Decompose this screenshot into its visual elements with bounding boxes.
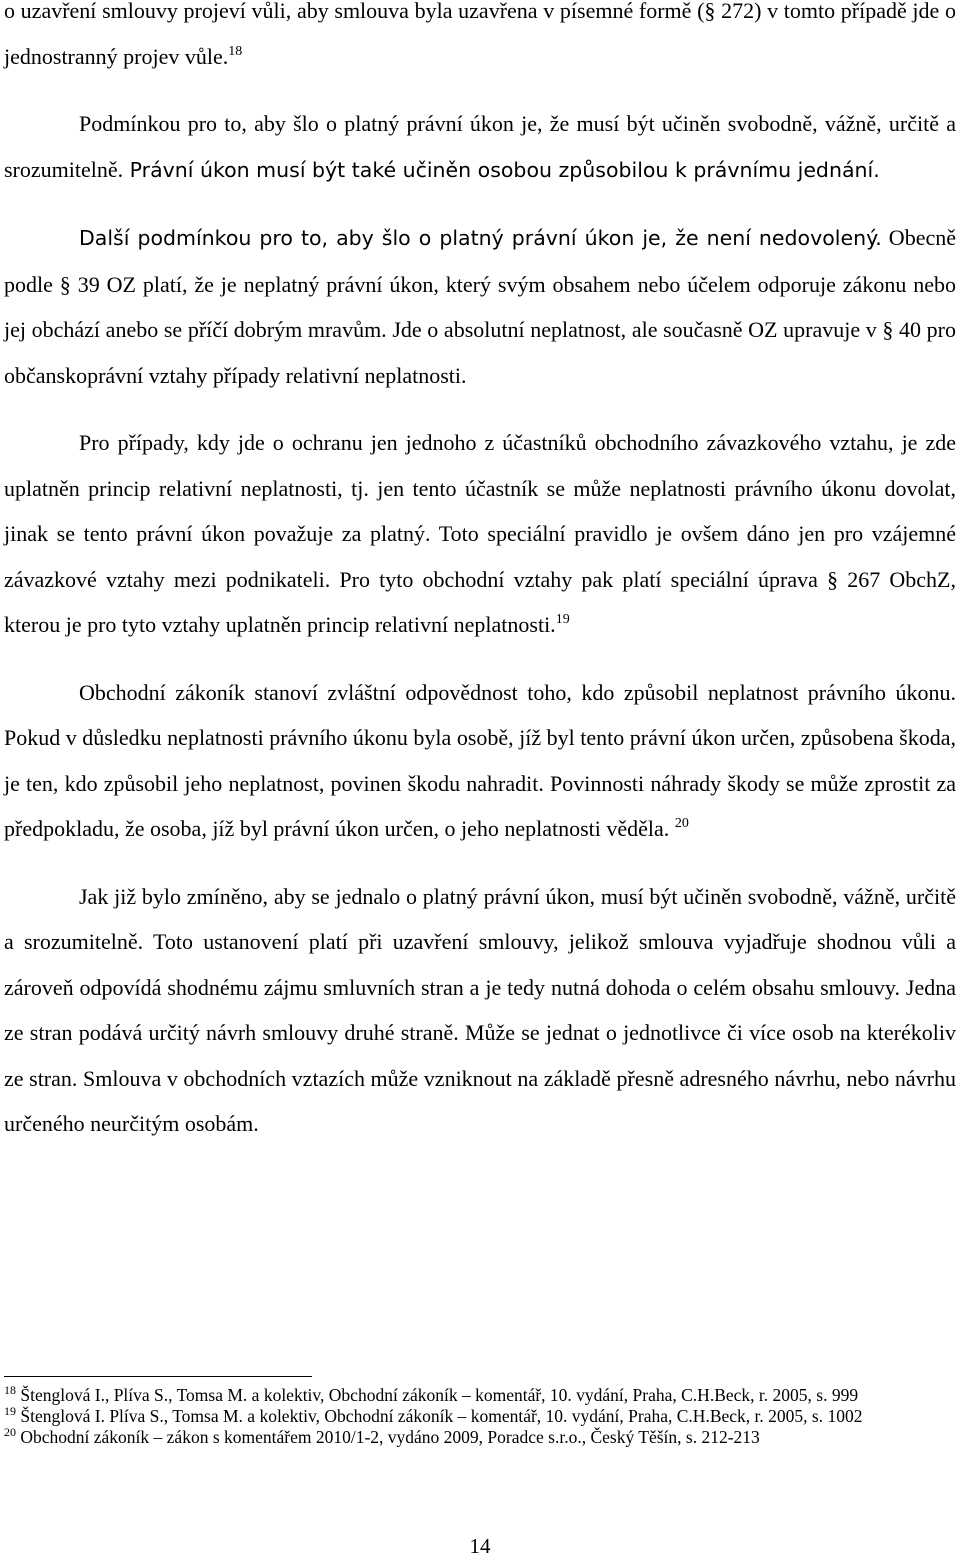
footnote-text: Obchodní zákoník – zákon s komentářem 2010/1-2, vydáno 2009, Poradce s.r.o., Český Těšín, s. 212-213: [20, 1427, 760, 1447]
paragraph-3-lead-sans: Další podmínkou pro to, aby šlo o platný právní úkon je, že není nedovolený.: [79, 226, 882, 250]
paragraph-3-text: Obecně podle § 39 OZ platí, že je neplatný právní úkon, který svým obsahem nebo účelem odporuje zákonu nebo jej obchází anebo se příčí dobrým mravům. Jde o absolutní neplatnost, ale současně OZ upravuje v § 40 pro občanskoprávní vztahy případy relativní neplatnosti.: [4, 225, 956, 388]
paragraph-1-text: o uzavření smlouvy projeví vůli, aby smlouva byla uzavřena v písemné formě (§ 272) v tomto případě jde o jednostranný projev vůle.: [4, 0, 956, 69]
footnote-separator: [4, 1376, 312, 1377]
paragraph-2-text: Podmínkou pro to, aby šlo o platný právní úkon je, že musí být učiněn svobodně, vážně, určitě a srozumitelně.: [4, 111, 956, 182]
paragraph-4-text: Pro případy, kdy jde o ochranu jen jednoho z účastníků obchodního závazkového vztahu, je zde uplatněn princip relativní neplatnosti, tj. jen tento účastník se může neplatnosti právního úkonu dovolat, jinak se tento právní úkon považuje za platný. Toto speciální pravidlo je ovšem dáno jen pro vzájemné závazkové vztahy mezi podnikateli. Pro tyto obchodní vztahy pak platí speciální úprava § 267 ObchZ, kterou je pro tyto vztahy uplatněn princip relativní neplatnosti.: [4, 430, 956, 637]
paragraph-4: [4, 420, 956, 648]
page-number: 14: [469, 1534, 491, 1558]
footnote-ref-20: 20: [674, 816, 689, 831]
footnote-number: 20: [4, 1425, 16, 1439]
paragraph-6: [4, 874, 956, 1147]
footnote-20: [4, 1427, 954, 1448]
paragraph-5-text: Obchodní zákoník stanoví zvláštní odpovědnost toho, kdo způsobil neplatnost právního úkonu. Pokud v důsledku neplatnosti právního úkonu byla osobě, jíž byl tento právní úkon určen, způsobena škoda, je ten, kdo způsobil jeho neplatnost, povinen škodu nahradit. Povinnosti náhrady škody se může zprostit za předpokladu, že osoba, jíž byl právní úkon určen, o jeho neplatnosti věděla.: [4, 679, 956, 841]
paragraph-1: [4, 0, 956, 79]
footnote-18: [4, 1385, 954, 1406]
paragraph-5: [4, 670, 956, 852]
footnote-ref-19: 19: [555, 612, 570, 627]
paragraph-3: [4, 215, 956, 398]
footnote-text: Štenglová I., Plíva S., Tomsa M. a kolektiv, Obchodní zákoník – komentář, 10. vydání, Praha, C.H.Beck, r. 2005, s. 999: [20, 1385, 859, 1405]
footnotes: [4, 1376, 954, 1448]
paragraph-2: [4, 101, 956, 193]
footnote-19: [4, 1406, 954, 1427]
footnote-text: Štenglová I. Plíva S., Tomsa M. a kolektiv, Obchodní zákoník – komentář, 10. vydání, Praha, C.H.Beck, r. 2005, s. 1002: [20, 1406, 863, 1426]
paragraph-2-text-sans: Právní úkon musí být také učiněn osobou způsobilou k právnímu jednání.: [123, 157, 880, 182]
footnote-number: 18: [4, 1383, 16, 1397]
paragraph-6-text: Jak již bylo zmíněno, aby se jednalo o platný právní úkon, musí být učiněn svobodně, vážně, určitě a srozumitelně. Toto ustanovení platí při uzavření smlouvy, jelikož smlouva vyjadřuje shodnou vůli a zároveň odpovídá shodnému zájmu smluvních stran a je tedy nutná dohoda o celém obsahu smlouvy. Jedna ze stran podává určitý návrh smlouvy druhé straně. Může se jednat o jednotlivce či více osob na kterékoliv ze stran. Smlouva v obchodních vztazích může vzniknout na základě přesně adresného návrhu, nebo návrhu určeného neurčitým osobám.: [4, 883, 956, 1136]
footnote-number: 19: [4, 1404, 16, 1418]
footnote-ref-18: 18: [228, 43, 243, 59]
